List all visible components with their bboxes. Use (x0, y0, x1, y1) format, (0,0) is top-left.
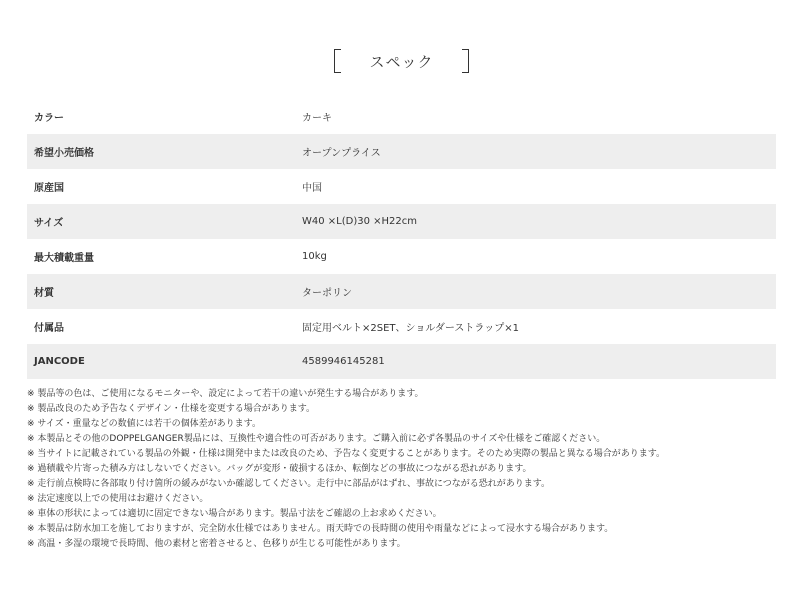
note-item: ※ 法定速度以上での使用はお避けください。 (27, 494, 209, 504)
spec-row-origin (27, 169, 776, 204)
spec-row-color (27, 99, 776, 134)
note-item: ※ 高温・多湿の環境で長時間、他の素材と密着させると、色移りが生じる可能性があります。 (27, 539, 406, 549)
right-bracket (462, 49, 469, 73)
note-item: ※ 車体の形状によっては適切に固定できない場合があります。製品寸法をご確認の上お求めください。 (27, 509, 442, 519)
spec-value: W40 ×L(D)30 ×H22cm (296, 204, 776, 239)
spec-label: 希望小売価格 (27, 134, 296, 169)
spec-label: 付属品 (34, 323, 64, 334)
spec-value: 4589946145281 (296, 344, 776, 379)
section-heading (334, 49, 469, 73)
spec-value: 固定用ベルト×2SET、ショルダーストラップ×1 (302, 323, 519, 334)
spec-label: JANCODE (27, 344, 296, 379)
note-item: ※ 製品等の色は、ご使用になるモニターや、設定によって若干の違いが発生する場合があります。 (27, 389, 424, 399)
spec-label: サイズ (27, 204, 296, 239)
spec-value: カーキ (302, 113, 332, 124)
spec-value: 10kg (302, 251, 327, 262)
spec-label: カラー (34, 113, 64, 124)
note-item: ※ 過積載や片寄った積み方はしないでください。バッグが変形・破損するほか、転倒などの事故につながる恐れがあります。 (27, 464, 532, 474)
spec-table (27, 99, 776, 379)
spec-row-jancode (27, 344, 776, 379)
section-title: スペック (369, 53, 434, 71)
spec-value: 中国 (302, 183, 322, 194)
notes-list (27, 387, 787, 552)
spec-row-size (27, 204, 776, 239)
spec-label: 最大積載重量 (34, 253, 94, 264)
spec-row-max-load (27, 239, 776, 274)
note-item: ※ サイズ・重量などの数値には若干の個体差があります。 (27, 419, 261, 429)
note-item: ※ 本製品とその他のDOPPELGANGER製品には、互換性や適合性の可否があります。ご購入前に必ず各製品のサイズや仕様をご確認ください。 (27, 434, 606, 444)
spec-label: 材質 (27, 274, 296, 309)
note-item: ※ 製品改良のため予告なくデザイン・仕様を変更する場合があります。 (27, 404, 316, 414)
spec-value: オープンプライス (296, 134, 776, 169)
note-item: ※ 当サイトに記載されている製品の外観・仕様は開発中または改良のため、予告なく変更することがあります。そのため実際の製品と異なる場合があります。 (27, 449, 665, 459)
spec-value: ターポリン (296, 274, 776, 309)
spec-label: 原産国 (34, 183, 64, 194)
note-item: ※ 本製品は防水加工を施しておりますが、完全防水仕様ではありません。雨天時での長時間の使用や雨量などによって浸水する場合があります。 (27, 524, 614, 534)
spec-row-material (27, 274, 776, 309)
spec-row-accessories (27, 309, 776, 344)
note-item: ※ 走行前点検時に各部取り付け箇所の緩みがないか確認してください。走行中に部品がはずれ、事故につながる恐れがあります。 (27, 479, 551, 489)
spec-row-price (27, 134, 776, 169)
